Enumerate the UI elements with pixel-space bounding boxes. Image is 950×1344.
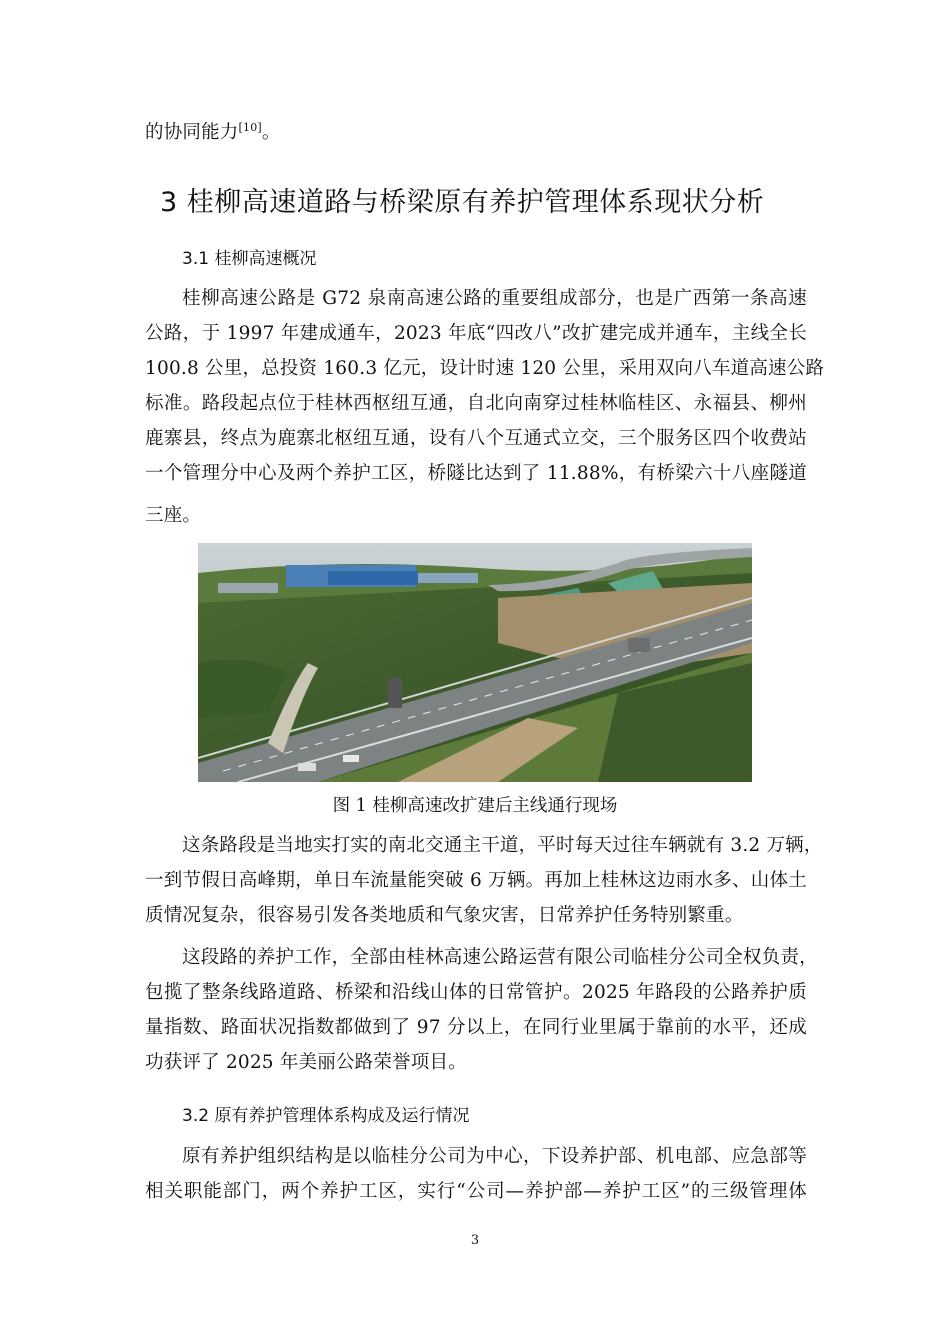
paragraph-line: 功获评了 2025 年美丽公路荣誉项目。 [145, 1052, 467, 1073]
section-heading: 3 桂柳高速道路与桥梁原有养护管理体系现状分析 [160, 187, 765, 218]
paragraph-line: 公路，于 1997 年建成通车，2023 年底“四改八”改扩建完成并通车，主线全长 [145, 323, 807, 344]
subsection-heading: 3.1 桂柳高速概况 [182, 249, 317, 269]
subsection-heading: 3.2 原有养护管理体系构成及运行情况 [182, 1106, 470, 1126]
paragraph-line: 量指数、路面状况指数都做到了 97 分以上，在同行业里属于靠前的水平，还成 [145, 1017, 807, 1038]
paragraph-line: 一到节假日高峰期，单日车流量能突破 6 万辆。再加上桂林这边雨水多、山体土 [145, 870, 807, 891]
paragraph-line: 质情况复杂，很容易引发各类地质和气象灾害，日常养护任务特别繁重。 [145, 905, 744, 926]
paragraph-line: 这条路段是当地实打实的南北交通主干道，平时每天过往车辆就有 3.2 万辆， [182, 835, 823, 856]
paragraph-line: 相关职能部门，两个养护工区，实行“公司—养护部—养护工区”的三级管理体 [145, 1181, 807, 1202]
paragraph-line: 原有养护组织结构是以临桂分公司为中心，下设养护部、机电部、应急部等 [182, 1146, 807, 1167]
paragraph-line: 标准。路段起点位于桂林西枢纽互通，自北向南穿过桂林临桂区、永福县、柳州 [145, 393, 807, 414]
paragraph-line: 这段路的养护工作，全部由桂林高速公路运营有限公司临桂分公司全权负责， [182, 947, 818, 968]
page-number: 3 [470, 1233, 480, 1248]
paragraph-line: 鹿寨县，终点为鹿寨北枢纽互通，设有八个互通式立交，三个服务区四个收费站 [145, 428, 807, 449]
figure-caption: 图 1 桂柳高速改扩建后主线通行现场 [332, 796, 618, 816]
paragraph-line: 桂柳高速公路是 G72 泉南高速公路的重要组成部分，也是广西第一条高速 [182, 288, 807, 309]
paragraph-line: 三座。 [145, 505, 202, 526]
paragraph-line: 一个管理分中心及两个养护工区，桥隧比达到了 11.88%，有桥梁六十八座隧道 [145, 463, 807, 484]
paragraph-line: 包揽了整条线路道路、桥梁和沿线山体的日常管护。2025 年路段的公路养护质 [145, 982, 807, 1003]
paragraph-line: 100.8 公里，总投资 160.3 亿元，设计时速 120 公里，采用双向八车道高速公路 [145, 358, 825, 379]
highway-photo [198, 543, 752, 782]
citation-ref[interactable]: [10] [238, 121, 262, 134]
paragraph-line: 的协同能力[10]。 [145, 121, 281, 143]
